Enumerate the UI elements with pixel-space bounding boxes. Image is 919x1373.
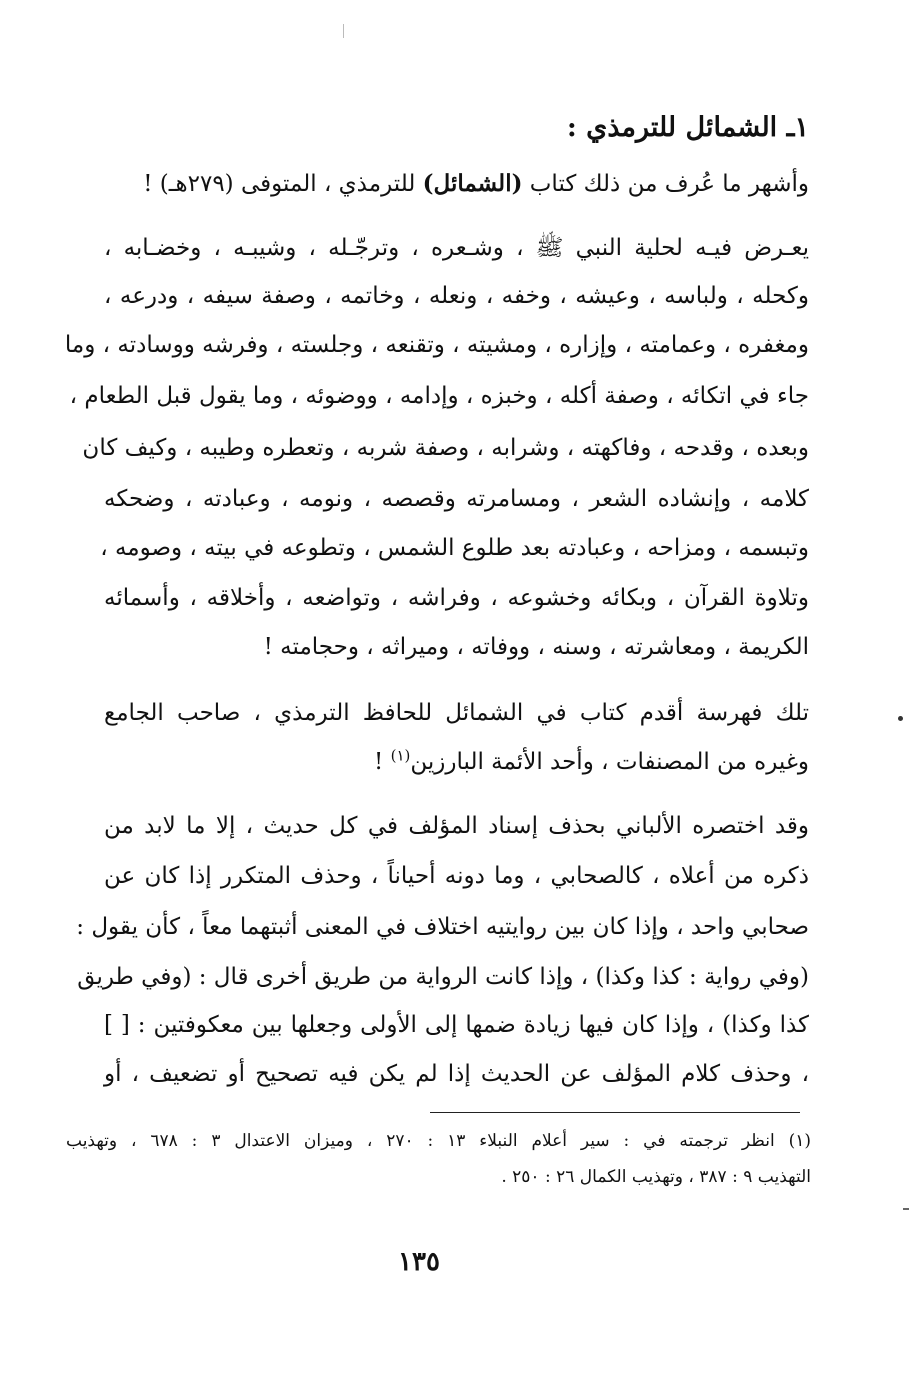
scan-mark [343,24,344,38]
paragraph-line: ذكره من أعلاه ، كالصحابي ، وما دونه أحياناً ، وحذف المتكرر إذا كان عن [104,863,809,889]
paragraph-text: وغيره من المصنفات ، وأحد الأئمة البارزين [410,749,809,775]
footnote-line: (١) انظر ترجمته في : سير أعلام النبلاء ١٣ : ٢٧٠ ، وميزان الاعتدال ٣ : ٦٧٨ ، وتهذيب [66,1131,812,1151]
paragraph-line: وكحله ، ولباسه ، وعيشه ، وخفه ، ونعله ، وخاتمه ، وصفة سيفه ، ودرعه ، [104,283,809,309]
paragraph-text-end: ! [374,749,391,775]
paragraph-line: كلامه ، وإنشاده الشعر ، ومسامرته وقصصه ، ونومه ، وعبادته ، وضحكه [104,486,809,512]
scan-mark [903,1208,909,1210]
paragraph-line: ومغفره ، وعمامته ، وإزاره ، ومشيته ، وتقنعه ، وجلسته ، وفرشه ووسادته ، وما [64,332,809,358]
scan-mark [898,716,903,721]
paragraph-line: الكريمة ، ومعاشرته ، وسنه ، ووفاته ، وميراثه ، وحجامته ! [263,634,809,660]
paragraph-intro [104,160,809,208]
page-number: ١٣٥ [398,1247,440,1277]
paragraph-line [104,738,809,786]
footnote-line: التهذيب ٩ : ٣٨٧ ، وتهذيب الكمال ٢٦ : ٢٥٠ . [501,1167,811,1187]
footnote-reference: (١) [390,746,411,765]
footnote-divider [430,1112,800,1113]
paragraph-line: (وفي رواية : كذا وكذا) ، وإذا كانت الرواية من طريق أخرى قال : (وفي طريق [77,964,809,990]
paragraph-line: جاء في اتكائه ، وصفة أكله ، وخبزه ، وإدامه ، ووضوئه ، وما يقول قبل الطعام ، [69,383,809,409]
section-heading: ١ـ الشمائل للترمذي : [566,112,809,143]
intro-text: وأشهر ما عُرف من ذلك كتاب [522,171,809,197]
intro-text-end: للترمذي ، المتوفى (٢٧٩هـ) ! [143,171,423,197]
paragraph-line: وبعده ، وقدحه ، وفاكهته ، وشرابه ، وصفة شربه ، وتعطره وطيبه ، وكيف كان [82,435,809,461]
paragraph-line: يعـرض فيـه لحلية النبي ﷺ ، وشـعره ، وترجّـله ، وشيبـه ، وخضـابه ، [104,235,809,261]
paragraph-line: وتبسمه ، ومزاحه ، وعبادته بعد طلوع الشمس ، وتطوعه في بيته ، وصومه ، [100,535,809,561]
paragraph-line: ، وحذف كلام المؤلف عن الحديث إذا لم يكن فيه تصحيح أو تضعيف ، أو [104,1061,809,1087]
paragraph-line: كذا وكذا) ، وإذا كان فيها زيادة ضمها إلى الأولى وجعلها بين معكوفتين : [ ] [104,1012,809,1038]
paragraph-line: صحابي واحد ، وإذا كان بين روايتيه اختلاف في المعنى أثبتهما معاً ، كأن يقول : [76,914,809,940]
book-title: (الشمائل) [422,170,523,197]
paragraph-line: وتلاوة القرآن ، وبكائه وخشوعه ، وفراشه ، وتواضعه ، وأخلاقه ، وأسمائه [104,585,809,611]
paragraph-line: تلك فهرسة أقدم كتاب في الشمائل للحافظ الترمذي ، صاحب الجامع [104,700,809,726]
paragraph-line: وقد اختصره الألباني بحذف إسناد المؤلف في كل حديث ، إلا ما لابد من [104,813,809,839]
